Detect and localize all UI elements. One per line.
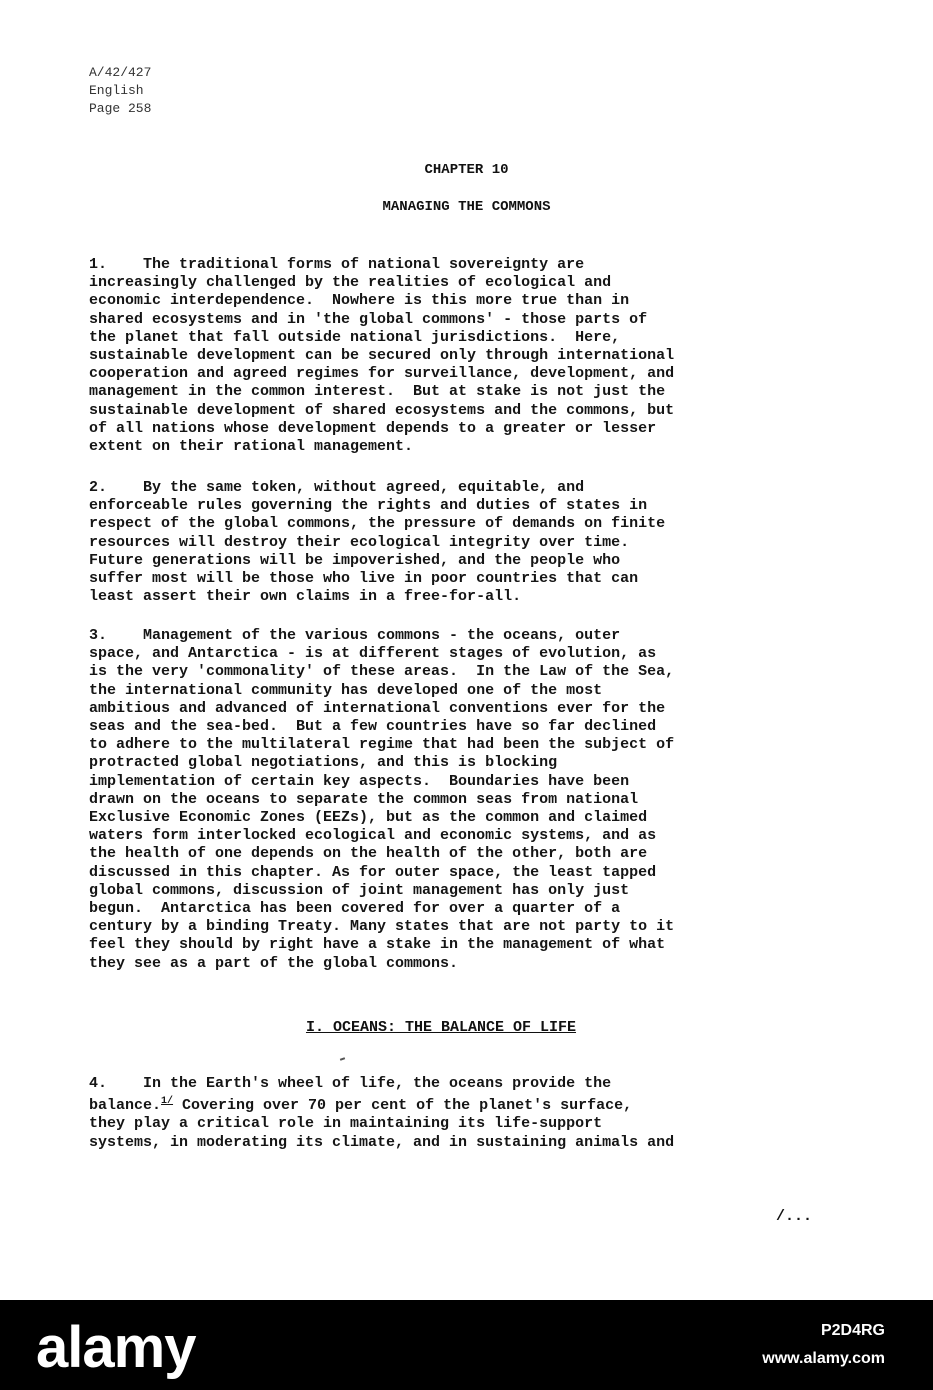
text-line: they play a critical role in maintaining its life-support bbox=[89, 1115, 603, 1133]
text-line: Exclusive Economic Zones (EEZs), but as the common and claimed bbox=[89, 809, 648, 827]
text-line: extent on their rational management. bbox=[89, 438, 414, 456]
text-line bbox=[89, 1093, 829, 1115]
text-line: respect of the global commons, the pressure of demands on finite bbox=[89, 515, 666, 533]
footnote-reference: 1/ bbox=[161, 1096, 174, 1108]
text-line: management in the common interest. But at stake is not just the bbox=[89, 383, 666, 401]
text-line: 3. Management of the various commons - the oceans, outer bbox=[89, 627, 621, 644]
text-line: cooperation and agreed regimes for surveillance, development, and bbox=[89, 365, 675, 383]
image-code: P2D4RG bbox=[820, 1322, 885, 1339]
watermark-banner bbox=[0, 1300, 933, 1390]
text-line: 2. By the same token, without agreed, equitable, and bbox=[89, 479, 585, 496]
paragraph-4 bbox=[89, 1075, 829, 1152]
text-line: global commons, discussion of joint management has only just bbox=[89, 881, 630, 899]
text-line: feel they should by right have a stake in the management of what bbox=[89, 936, 666, 954]
text-line: enforceable rules governing the rights and duties of states in bbox=[89, 497, 648, 515]
document-header bbox=[89, 64, 151, 118]
text-line: ambitious and advanced of international conventions ever for the bbox=[89, 699, 666, 717]
paragraph-2 bbox=[89, 479, 829, 606]
text-line: century by a binding Treaty. Many states that are not party to it bbox=[89, 918, 675, 936]
text-line: protracted global negotiations, and this is blocking bbox=[89, 754, 558, 772]
text-line: sustainable development can be secured only through international bbox=[89, 347, 675, 365]
paragraph-3 bbox=[89, 627, 829, 973]
text-line: discussed in this chapter. As for outer space, the least tapped bbox=[89, 863, 657, 881]
text-line: seas and the sea-bed. But a few countries have so far declined bbox=[89, 718, 657, 736]
text-line: drawn on the oceans to separate the common seas from national bbox=[89, 790, 639, 808]
text-line: sustainable development of shared ecosystems and the commons, but bbox=[89, 401, 675, 419]
text-line: waters form interlocked ecological and economic systems, and as bbox=[89, 827, 657, 845]
scan-speck bbox=[340, 1057, 345, 1061]
text-line: systems, in moderating its climate, and in sustaining animals and bbox=[89, 1133, 675, 1151]
continuation-mark: /... bbox=[776, 1208, 813, 1225]
text-line: suffer most will be those who live in poor countries that can bbox=[89, 570, 639, 588]
text-line: least assert their own claims in a free-for-all. bbox=[89, 588, 522, 606]
chapter-number: CHAPTER 10 bbox=[424, 162, 509, 178]
text-line: economic interdependence. Nowhere is this more true than in bbox=[89, 292, 630, 310]
text-line: space, and Antarctica - is at different stages of evolution, as bbox=[89, 645, 657, 663]
text-line: Future generations will be impoverished, and the people who bbox=[89, 551, 621, 569]
text-line: begun. Antarctica has been covered for over a quarter of a bbox=[89, 900, 621, 918]
text-line: they see as a part of the global commons. bbox=[89, 954, 459, 972]
text-line: the planet that fall outside national jurisdictions. Here, bbox=[89, 328, 621, 346]
document-language: English bbox=[89, 83, 144, 98]
text-fragment: Covering over 70 per cent of the planet's surface, bbox=[173, 1097, 633, 1115]
text-line: implementation of certain key aspects. Boundaries have been bbox=[89, 772, 630, 790]
text-line: 4. In the Earth's wheel of life, the oceans provide the bbox=[89, 1075, 612, 1092]
alamy-logo: alamy bbox=[36, 1315, 196, 1380]
text-line: the health of one depends on the health of the other, both are bbox=[89, 845, 648, 863]
page-number: Page 258 bbox=[89, 101, 152, 116]
chapter-title: MANAGING THE COMMONS bbox=[382, 199, 551, 215]
text-line: of all nations whose development depends to a greater or lesser bbox=[89, 419, 657, 437]
section-heading: I. OCEANS: THE BALANCE OF LIFE bbox=[305, 1019, 577, 1036]
text-line: shared ecosystems and in 'the global commons' - those parts of bbox=[89, 310, 648, 328]
document-symbol: A/42/427 bbox=[89, 65, 152, 80]
text-line: increasingly challenged by the realities of ecological and bbox=[89, 274, 612, 292]
watermark-url: www.alamy.com bbox=[762, 1350, 885, 1367]
text-line: to adhere to the multilateral regime that had been the subject of bbox=[89, 736, 675, 754]
text-line: 1. The traditional forms of national sovereignty are bbox=[89, 256, 585, 273]
text-line: the international community has developed one of the most bbox=[89, 681, 603, 699]
text-line: is the very 'commonality' of these areas. In the Law of the Sea, bbox=[89, 663, 675, 681]
text-line: resources will destroy their ecological integrity over time. bbox=[89, 533, 630, 551]
paragraph-1 bbox=[89, 256, 829, 456]
text-fragment: balance. bbox=[89, 1097, 162, 1115]
